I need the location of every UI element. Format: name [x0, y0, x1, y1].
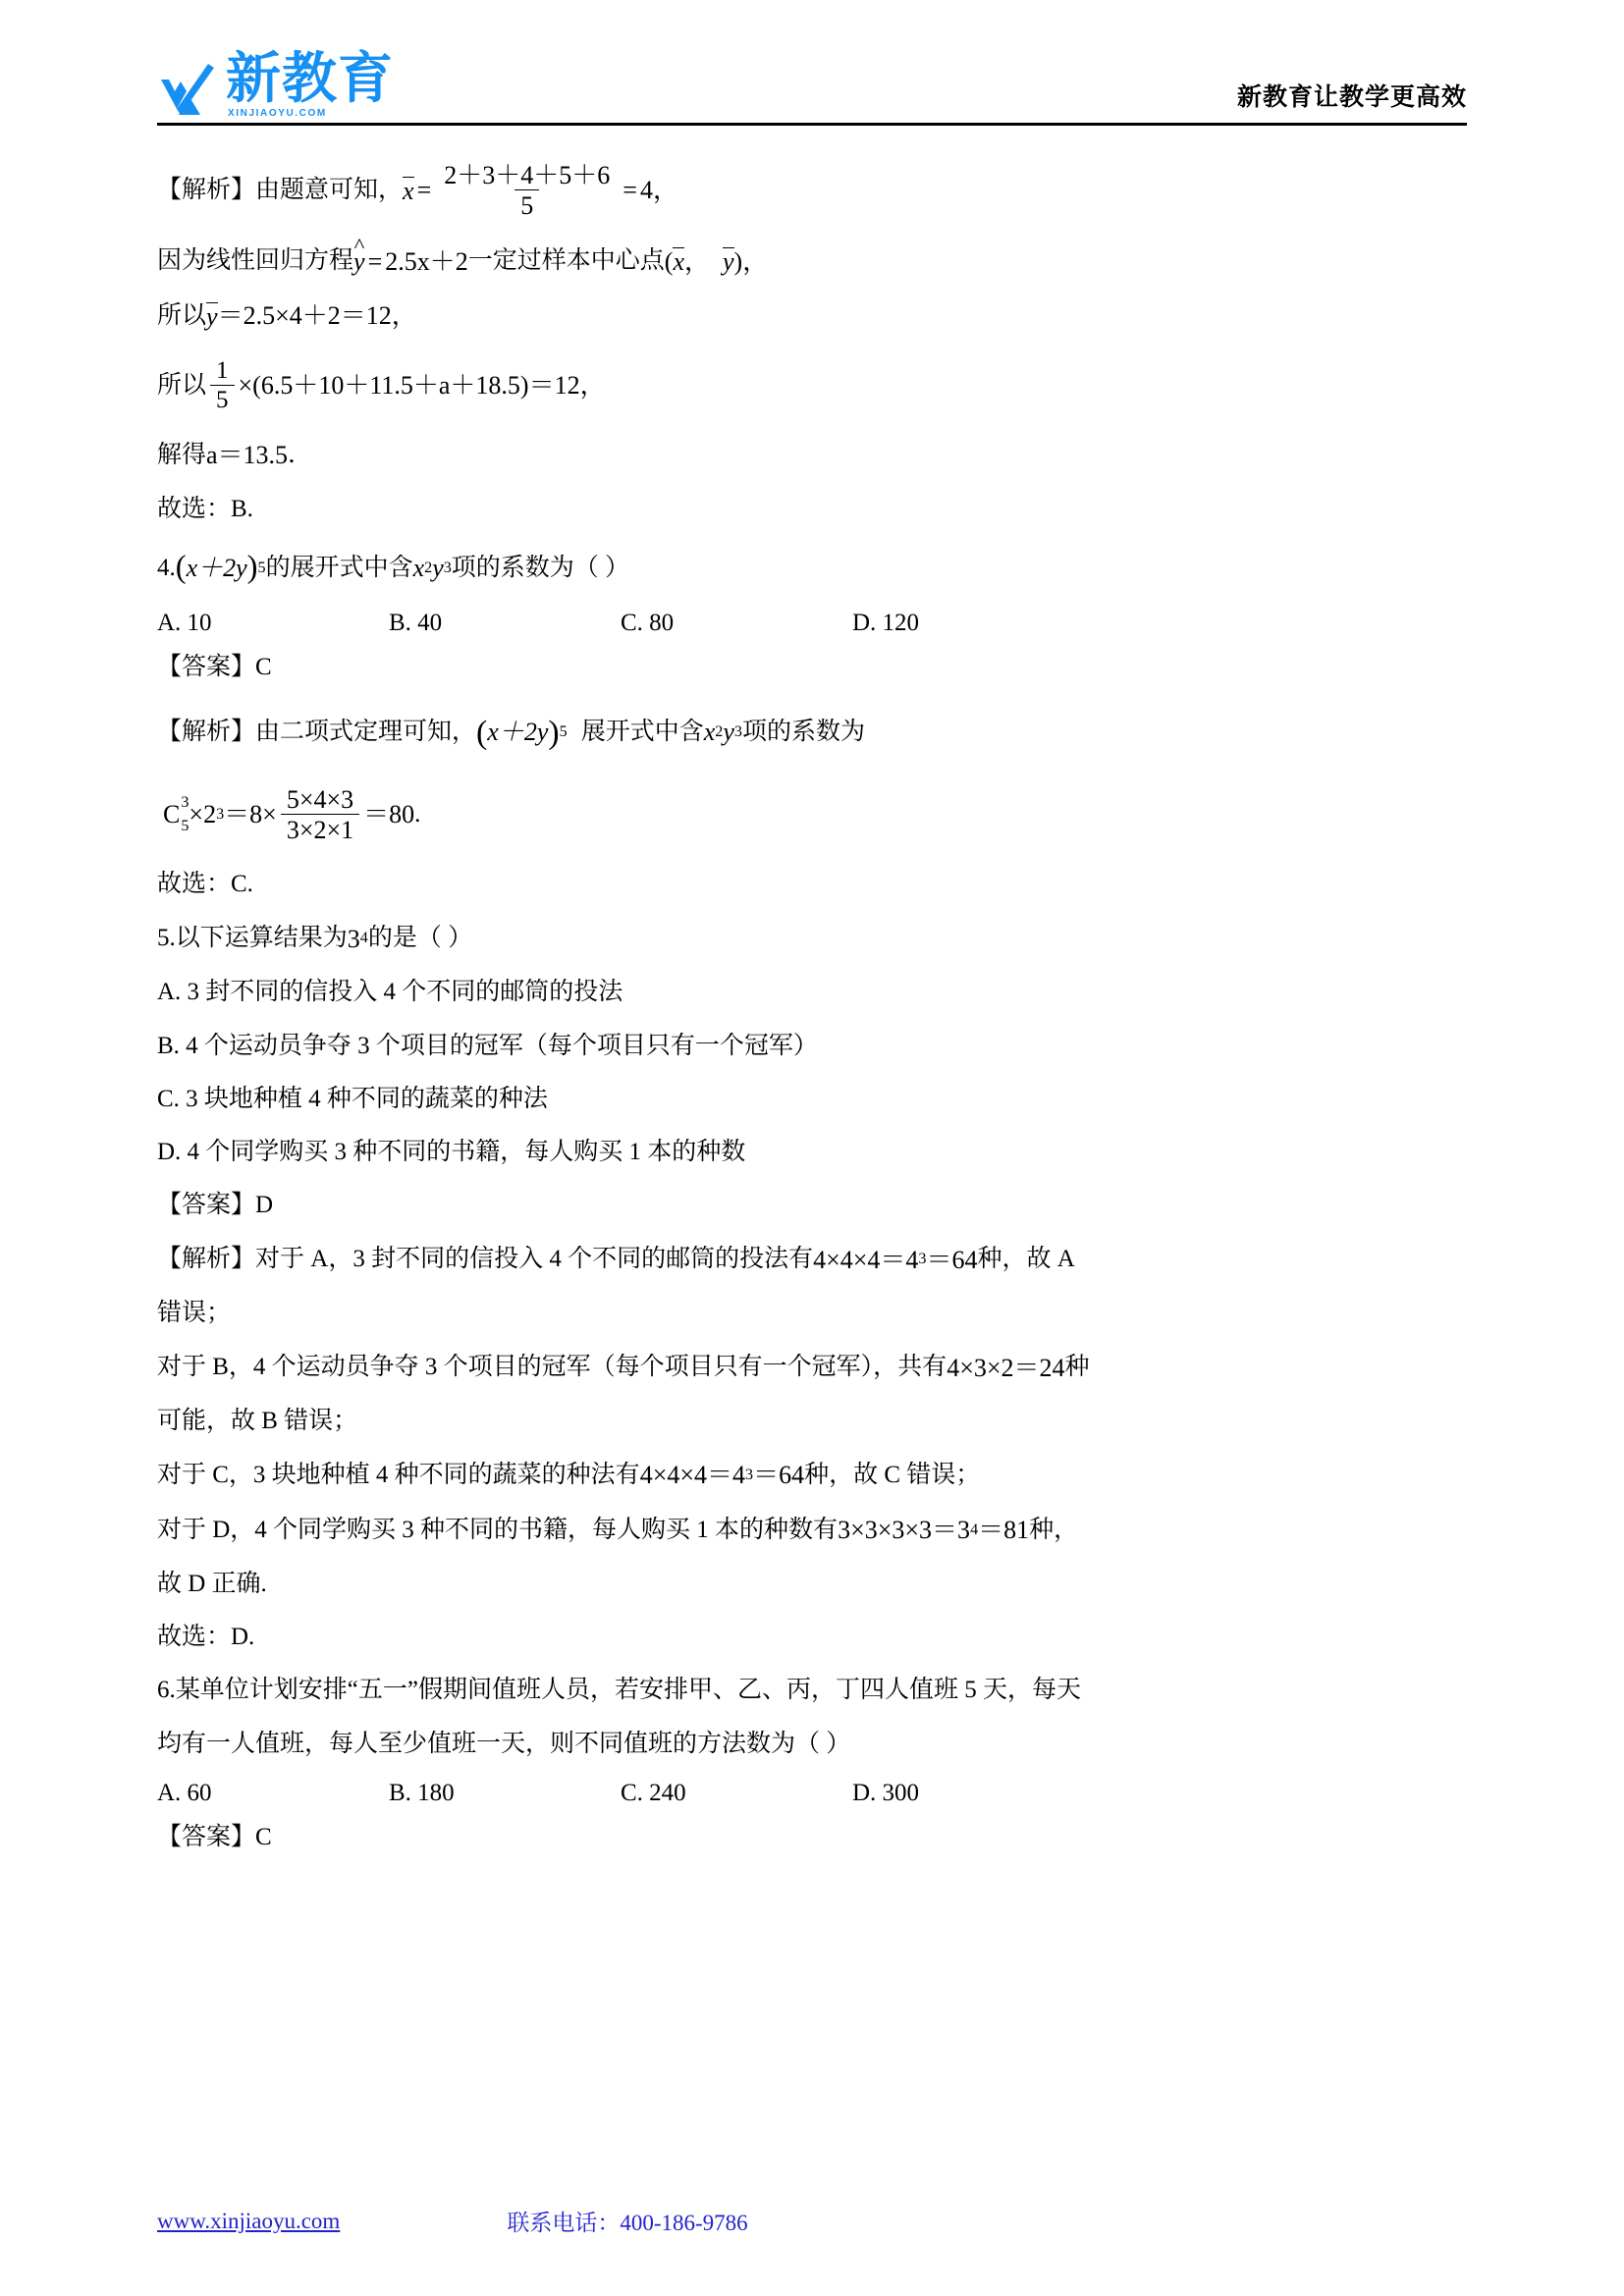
q5-sol-a-unit: 种，故 A: [977, 1246, 1075, 1273]
q5-sol-d-text: 对于 D，4 个同学购买 3 种不同的书籍，每人购买 1 本的种数有: [157, 1516, 839, 1543]
question-4-stem: [157, 536, 1467, 600]
brand-name: 新教育: [226, 47, 394, 110]
document-body: [157, 126, 1467, 1864]
question-4-calculation: [157, 772, 1467, 859]
q5-sol-c-math: 4×4×4＝4 3 ＝64: [640, 1457, 804, 1494]
q6-option-d[interactable]: D. 300: [852, 1779, 920, 1806]
one-fifth-numerator: 1: [216, 356, 229, 384]
fraction-denominator: 5: [514, 189, 539, 219]
q4-solution-line1-end: 项的系数为: [741, 719, 865, 746]
q4-term-x: x: [412, 554, 425, 583]
q5-answer-label: 【答案】: [157, 1192, 256, 1219]
q6-answer-value: C: [255, 1823, 272, 1850]
q5-sol-d-math-expr: 3×3×3×3＝3: [838, 1516, 971, 1545]
q5-sol-b-unit: 种: [1064, 1354, 1090, 1381]
mean-x-value: 4: [639, 176, 653, 205]
solution3-line2: [157, 235, 1467, 290]
q5-power-expression: 3 4: [348, 921, 368, 958]
q4-calc-eq1: ＝8×: [224, 800, 277, 829]
q5-solution-label: 【解析】: [157, 1246, 256, 1273]
q5-answer-value: D: [255, 1192, 274, 1219]
y-bar-symbol: y: [206, 302, 218, 332]
q5-sol-b-text: 对于 B，4 个运动员争夺 3 个项目的冠军（每个项目只有一个冠军），共有: [157, 1354, 947, 1381]
brand-domain: XINJIAOYU.COM: [228, 108, 327, 119]
q5-sol-c-math-end: ＝64: [753, 1461, 805, 1490]
mean-x-equation: x = $\frac{2+3+4+5+6}{5}$ = 4 ，: [403, 161, 678, 221]
q5-sol-c-text: 对于 C，3 块地种植 4 种不同的蔬菜的种法有: [157, 1462, 640, 1489]
q5-sol-a-math-end: ＝64: [926, 1245, 978, 1274]
question-4-conclusion: 故选：C.: [157, 871, 253, 898]
q5-solution-a: [157, 1233, 1467, 1288]
question-4-options: [157, 601, 1467, 641]
question-5-conclusion: 故选：D.: [157, 1624, 255, 1651]
q4-calc-denominator: 3×2×1: [281, 814, 359, 843]
q4-option-c[interactable]: C. 80: [621, 609, 675, 636]
q6-option-c[interactable]: C. 240: [621, 1779, 686, 1806]
q4-calc-period: .: [414, 800, 421, 828]
q4-option-d[interactable]: D. 120: [852, 609, 920, 636]
one-fifth-fraction: [210, 358, 235, 414]
q4-solution-binomial: ( x＋2y ) 5: [476, 714, 568, 751]
footer-website-link[interactable]: www.xinjiaoyu.com: [157, 2208, 341, 2233]
solution3-line4: [157, 344, 1467, 429]
combination-subscript: 5: [181, 817, 189, 834]
q5-sol-a-math: 4×4×4＝4 3 ＝64: [813, 1242, 977, 1279]
q5-sol-a-text: 对于 A，3 封不同的信投入 4 个不同的邮筒的投法有: [255, 1246, 814, 1273]
q5-option-a[interactable]: A. 3 封不同的信投入 4 个不同的邮筒的投法: [157, 979, 623, 1006]
q4-answer-label: 【答案】: [157, 653, 256, 680]
q5-stem-prefix: 以下运算结果为: [175, 925, 348, 952]
q4-expr-base: x＋2y: [186, 554, 247, 583]
q5-solution-c: [157, 1448, 1467, 1503]
solution3-line5-prefix: 解得: [157, 442, 207, 469]
q5-power-base: 3: [347, 924, 360, 953]
brand-text-block: [226, 47, 394, 119]
q4-answer-value: C: [255, 653, 272, 680]
x-bar-symbol: x: [403, 177, 414, 206]
q4-calc-eq2: ＝80: [363, 800, 415, 829]
q4-solution-line1: 由二项式定理可知，: [255, 719, 477, 746]
solution3-line1: [157, 147, 1467, 235]
solution3-line2-text: 因为线性回归方程: [157, 247, 354, 275]
one-fifth-denominator: 5: [210, 385, 235, 413]
q4-term: x 2 y 3: [413, 550, 452, 587]
center-x-symbol: x: [673, 247, 684, 277]
q5-sol-b-math: 4×3×2＝24: [947, 1353, 1065, 1382]
checkmark-logo-icon: [157, 58, 218, 119]
solution3-line4-prefix: 所以: [157, 372, 207, 400]
question-5-stem: [157, 912, 1467, 967]
q6-answer-label: 【答案】: [157, 1823, 256, 1850]
center-y-symbol: y: [723, 247, 734, 277]
q4-stem-end: 项的系数为（ ）: [451, 554, 630, 581]
q5-solution-a-cont: 错误；: [157, 1300, 232, 1327]
q5-sol-d-unit: 种，: [1029, 1516, 1079, 1543]
regression-expression: 2.5x＋2: [385, 246, 468, 276]
sum-equation-body: ×(6.5＋10＋11.5＋a＋18.5)＝12: [238, 371, 580, 400]
solution-label: 【解析】: [157, 177, 256, 204]
mean-y-value: ＝2.5×4＋2＝12: [217, 301, 392, 331]
y-hat-symbol: ^ y: [353, 243, 365, 281]
q6-option-a[interactable]: A. 60: [157, 1779, 212, 1806]
q5-sol-d-math-end: ＝81: [978, 1516, 1030, 1545]
brand-logo: [157, 47, 394, 123]
q4-solution-term-x: x: [703, 718, 716, 747]
solution3-line3: [157, 289, 1467, 344]
mean-y-equation: y ＝2.5×4＋2＝12 ，: [206, 297, 417, 335]
sum-equation: $\frac{1}{5}$ ×(6.5＋10＋11.5＋a＋18.5)＝12 ，: [206, 358, 606, 414]
question-4-number: 4.: [157, 554, 176, 581]
question-4-solution: [157, 694, 1467, 772]
solution3-line2-suffix: 一定过样本中心点: [467, 247, 665, 275]
regression-equation: ^ y = 2.5x＋2: [353, 243, 468, 281]
solved-a-value: a＝13.5: [206, 441, 289, 470]
q4-solution-term-y: y: [723, 718, 734, 747]
question-6-number: 6.: [157, 1677, 176, 1704]
q4-calc-numerator: 5×4×3: [286, 784, 354, 814]
q4-solution-label: 【解析】: [157, 719, 256, 746]
q4-option-b[interactable]: B. 40: [389, 609, 443, 636]
footer-phone-label: 联系电话：: [507, 2211, 621, 2235]
q5-sol-c-unit: 种，故 C 错误；: [804, 1462, 981, 1489]
q5-option-d[interactable]: D. 4 个同学购买 3 种不同的书籍，每人购买 1 本的种数: [157, 1139, 746, 1166]
footer-phone-number: 400-186-9786: [620, 2211, 748, 2235]
q6-stem-line2: 均有一人值班，每人至少值班一天，则不同值班的方法数为（ ）: [157, 1730, 851, 1757]
sample-center-point: ( x ， y ) ，: [664, 246, 769, 277]
question-6-options: [157, 1771, 1467, 1811]
q4-binomial-expression: ( x＋2y ) 5: [175, 550, 266, 586]
q5-sol-a-math-expr: 4×4×4＝4: [813, 1245, 919, 1274]
q5-option-c[interactable]: C. 3 块地种植 4 种不同的蔬菜的种法: [157, 1085, 548, 1112]
solution3-line5: 解得 a＝13.5 ．: [157, 428, 1467, 483]
q4-solution-expr-base: x＋2y: [487, 718, 549, 747]
combination-symbol: [163, 795, 189, 833]
combination-indices: [181, 795, 189, 833]
question-6-answer: [157, 1811, 1467, 1864]
q5-solution-d: [157, 1503, 1467, 1558]
solution3-line1-text: 由题意可知，: [255, 177, 404, 204]
question-4-answer: [157, 641, 1467, 694]
combination-base: C: [163, 800, 181, 829]
q4-solution-line1-mid: 展开式中含: [580, 719, 704, 746]
q5-solution-b: [157, 1341, 1467, 1396]
q4-calc-fraction: [281, 786, 359, 844]
combination-superscript: 3: [181, 794, 189, 812]
q6-option-b[interactable]: B. 180: [389, 1779, 455, 1806]
question-6-stem-line1: [157, 1664, 1467, 1717]
q4-solution-term: x 2 y 3: [704, 714, 742, 751]
mean-fraction: [438, 162, 616, 220]
q5-sol-d-math: 3×3×3×3＝3 4 ＝81: [838, 1512, 1029, 1549]
q4-stem-mid: 的展开式中含: [265, 554, 413, 581]
q5-solution-d-cont: 故 D 正确.: [157, 1570, 267, 1597]
q6-stem-line1: 某单位计划安排“五一”假期间值班人员，若安排甲、乙、丙，丁四人值班 5 天，每天: [175, 1677, 1081, 1704]
q5-option-b[interactable]: B. 4 个运动员争夺 3 个项目的冠军（每个项目只有一个冠军）: [157, 1032, 818, 1059]
footer-phone: [507, 2205, 747, 2237]
q4-option-a[interactable]: A. 10: [157, 609, 212, 636]
q5-sol-c-math-expr: 4×4×4＝4: [639, 1461, 746, 1490]
header-tagline: 新教育让教学更高效: [1236, 84, 1467, 111]
page-header: [157, 0, 1467, 123]
q4-calc-lead: ×2: [189, 800, 217, 829]
question-5-number: 5.: [157, 925, 176, 952]
fraction-numerator: 2＋3＋4＋5＋6: [444, 161, 611, 189]
question-5-answer: [157, 1179, 1467, 1232]
q4-combination-calc: C 3 5 ×2 3 ＝8× $\frac{5\times 4\times 3}{3\times 2\times 1}$ ＝80: [163, 784, 415, 845]
q5-solution-b-cont: 可能，故 B 错误；: [157, 1408, 358, 1435]
page-footer: [157, 2205, 1467, 2237]
q5-stem-suffix: 的是（ ）: [367, 925, 473, 952]
solution3-conclusion: 故选：B.: [157, 496, 253, 523]
solution3-line3-prefix: 所以: [157, 302, 207, 329]
q4-term-y: y: [432, 554, 444, 583]
